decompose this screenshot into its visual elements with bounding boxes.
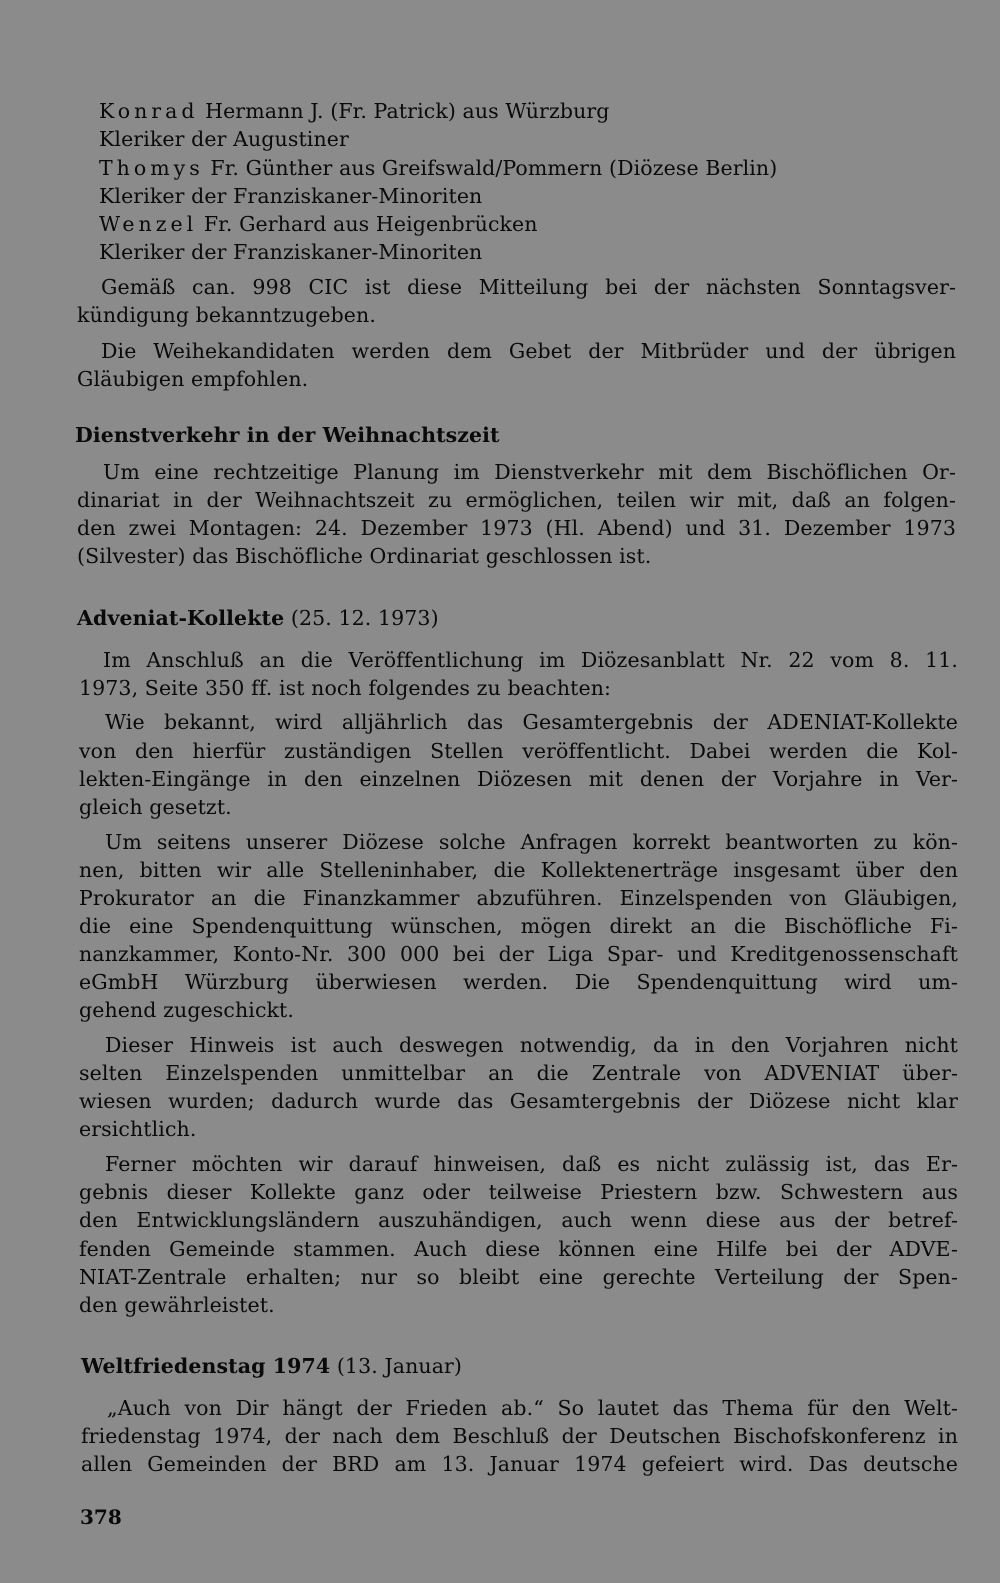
paragraph-line: den gewährleistet. [79,1293,275,1317]
paragraph-line: Um eine rechtzeitige Planung im Dienstverkehr mit dem Bischöflichen Or- [103,460,956,484]
ordination-entry-name: Konrad Hermann J. (Fr. Patrick) aus Würzburg [99,99,610,123]
notice-line: Gemäß can. 998 CIC ist diese Mitteilung bei der nächsten Sonntagsver- [101,275,956,299]
paragraph-line: nen, bitten wir alle Stelleninhaber, die Kollektenerträge insgesamt über den [79,858,958,882]
paragraph-line: „Auch von Dir hängt der Frieden ab.“ So lautet das Thema für den Welt- [107,1396,958,1420]
page-number: 378 [80,1505,122,1529]
section-heading: Dienstverkehr in der Weihnachtszeit [75,423,500,447]
notice-line: Gläubigen empfohlen. [77,367,309,391]
paragraph-line: NIAT-Zentrale erhalten; nur so bleibt eine gerechte Verteilung der Spen- [79,1265,958,1289]
paragraph-line: Prokurator an die Finanzkammer abzuführen. Einzelspenden von Gläubigen, [79,886,958,910]
paragraph-line: den Entwicklungsländern auszuhändigen, auch wenn diese aus der betref- [79,1208,958,1232]
paragraph-line: selten Einzelspenden unmittelbar an die Zentrale von ADVENIAT über- [79,1061,958,1085]
paragraph-line: ersichtlich. [79,1117,197,1141]
paragraph-line: Dieser Hinweis ist auch deswegen notwendig, da in den Vorjahren nicht [105,1033,958,1057]
paragraph-line: von den hierfür zuständigen Stellen veröffentlicht. Dabei werden die Kol- [79,739,958,763]
paragraph-line: Im Anschluß an die Veröffentlichung im Diözesanblatt Nr. 22 vom 8. 11. [103,648,958,672]
paragraph-line: Um seitens unserer Diözese solche Anfragen korrekt beantworten zu kön- [105,830,958,854]
paragraph-line: gebnis dieser Kollekte ganz oder teilweise Priestern bzw. Schwestern aus [79,1180,958,1204]
paragraph-line: nanzkammer, Konto-Nr. 300 000 bei der Liga Spar- und Kreditgenossenschaft [79,942,958,966]
section-heading: Weltfriedenstag 1974 (13. Januar) [81,1354,463,1378]
ordination-entry-order: Kleriker der Franziskaner-Minoriten [99,240,483,264]
paragraph-line: die eine Spendenquittung wünschen, mögen direkt an die Bischöfliche Fi- [79,914,958,938]
section-heading: Adveniat-Kollekte (25. 12. 1973) [77,606,439,630]
paragraph-line: den zwei Montagen: 24. Dezember 1973 (Hl. Abend) und 31. Dezember 1973 [77,516,956,540]
ordination-entry-name: Wenzel Fr. Gerhard aus Heigenbrücken [99,212,538,236]
ordination-entry-name: Thomys Fr. Günther aus Greifswald/Pommern (Diözese Berlin) [99,156,778,180]
paragraph-line: Wie bekannt, wird alljährlich das Gesamtergebnis der ADENIAT-Kollekte [105,710,958,734]
paragraph-line: allen Gemeinden der BRD am 13. Januar 1974 gefeiert wird. Das deutsche [81,1452,958,1476]
paragraph-line: fenden Gemeinde stammen. Auch diese können eine Hilfe bei der ADVE- [79,1237,958,1261]
paragraph-line: 1973, Seite 350 ff. ist noch folgendes zu beachten: [79,676,612,700]
notice-line: Die Weihekandidaten werden dem Gebet der Mitbrüder und der übrigen [101,339,956,363]
notice-line: kündigung bekanntzugeben. [77,303,376,327]
ordination-entry-order: Kleriker der Franziskaner-Minoriten [99,184,483,208]
paragraph-line: Ferner möchten wir darauf hinweisen, daß es nicht zulässig ist, das Er- [105,1152,958,1176]
paragraph-line: eGmbH Würzburg überwiesen werden. Die Spendenquittung wird um- [79,970,958,994]
paragraph-line: lekten-Eingänge in den einzelnen Diözesen mit denen der Vorjahre in Ver- [79,767,958,791]
paragraph-line: dinariat in der Weihnachtszeit zu ermöglichen, teilen wir mit, daß an folgen- [77,488,956,512]
paragraph-line: friedenstag 1974, der nach dem Beschluß der Deutschen Bischofskonferenz in [81,1424,958,1448]
paragraph-line: gehend zugeschickt. [79,998,295,1022]
paragraph-line: wiesen wurden; dadurch wurde das Gesamtergebnis der Diözese nicht klar [79,1089,958,1113]
paragraph-line: gleich gesetzt. [79,795,232,819]
ordination-entry-order: Kleriker der Augustiner [99,127,349,151]
paragraph-line: (Silvester) das Bischöfliche Ordinariat geschlossen ist. [77,544,652,568]
